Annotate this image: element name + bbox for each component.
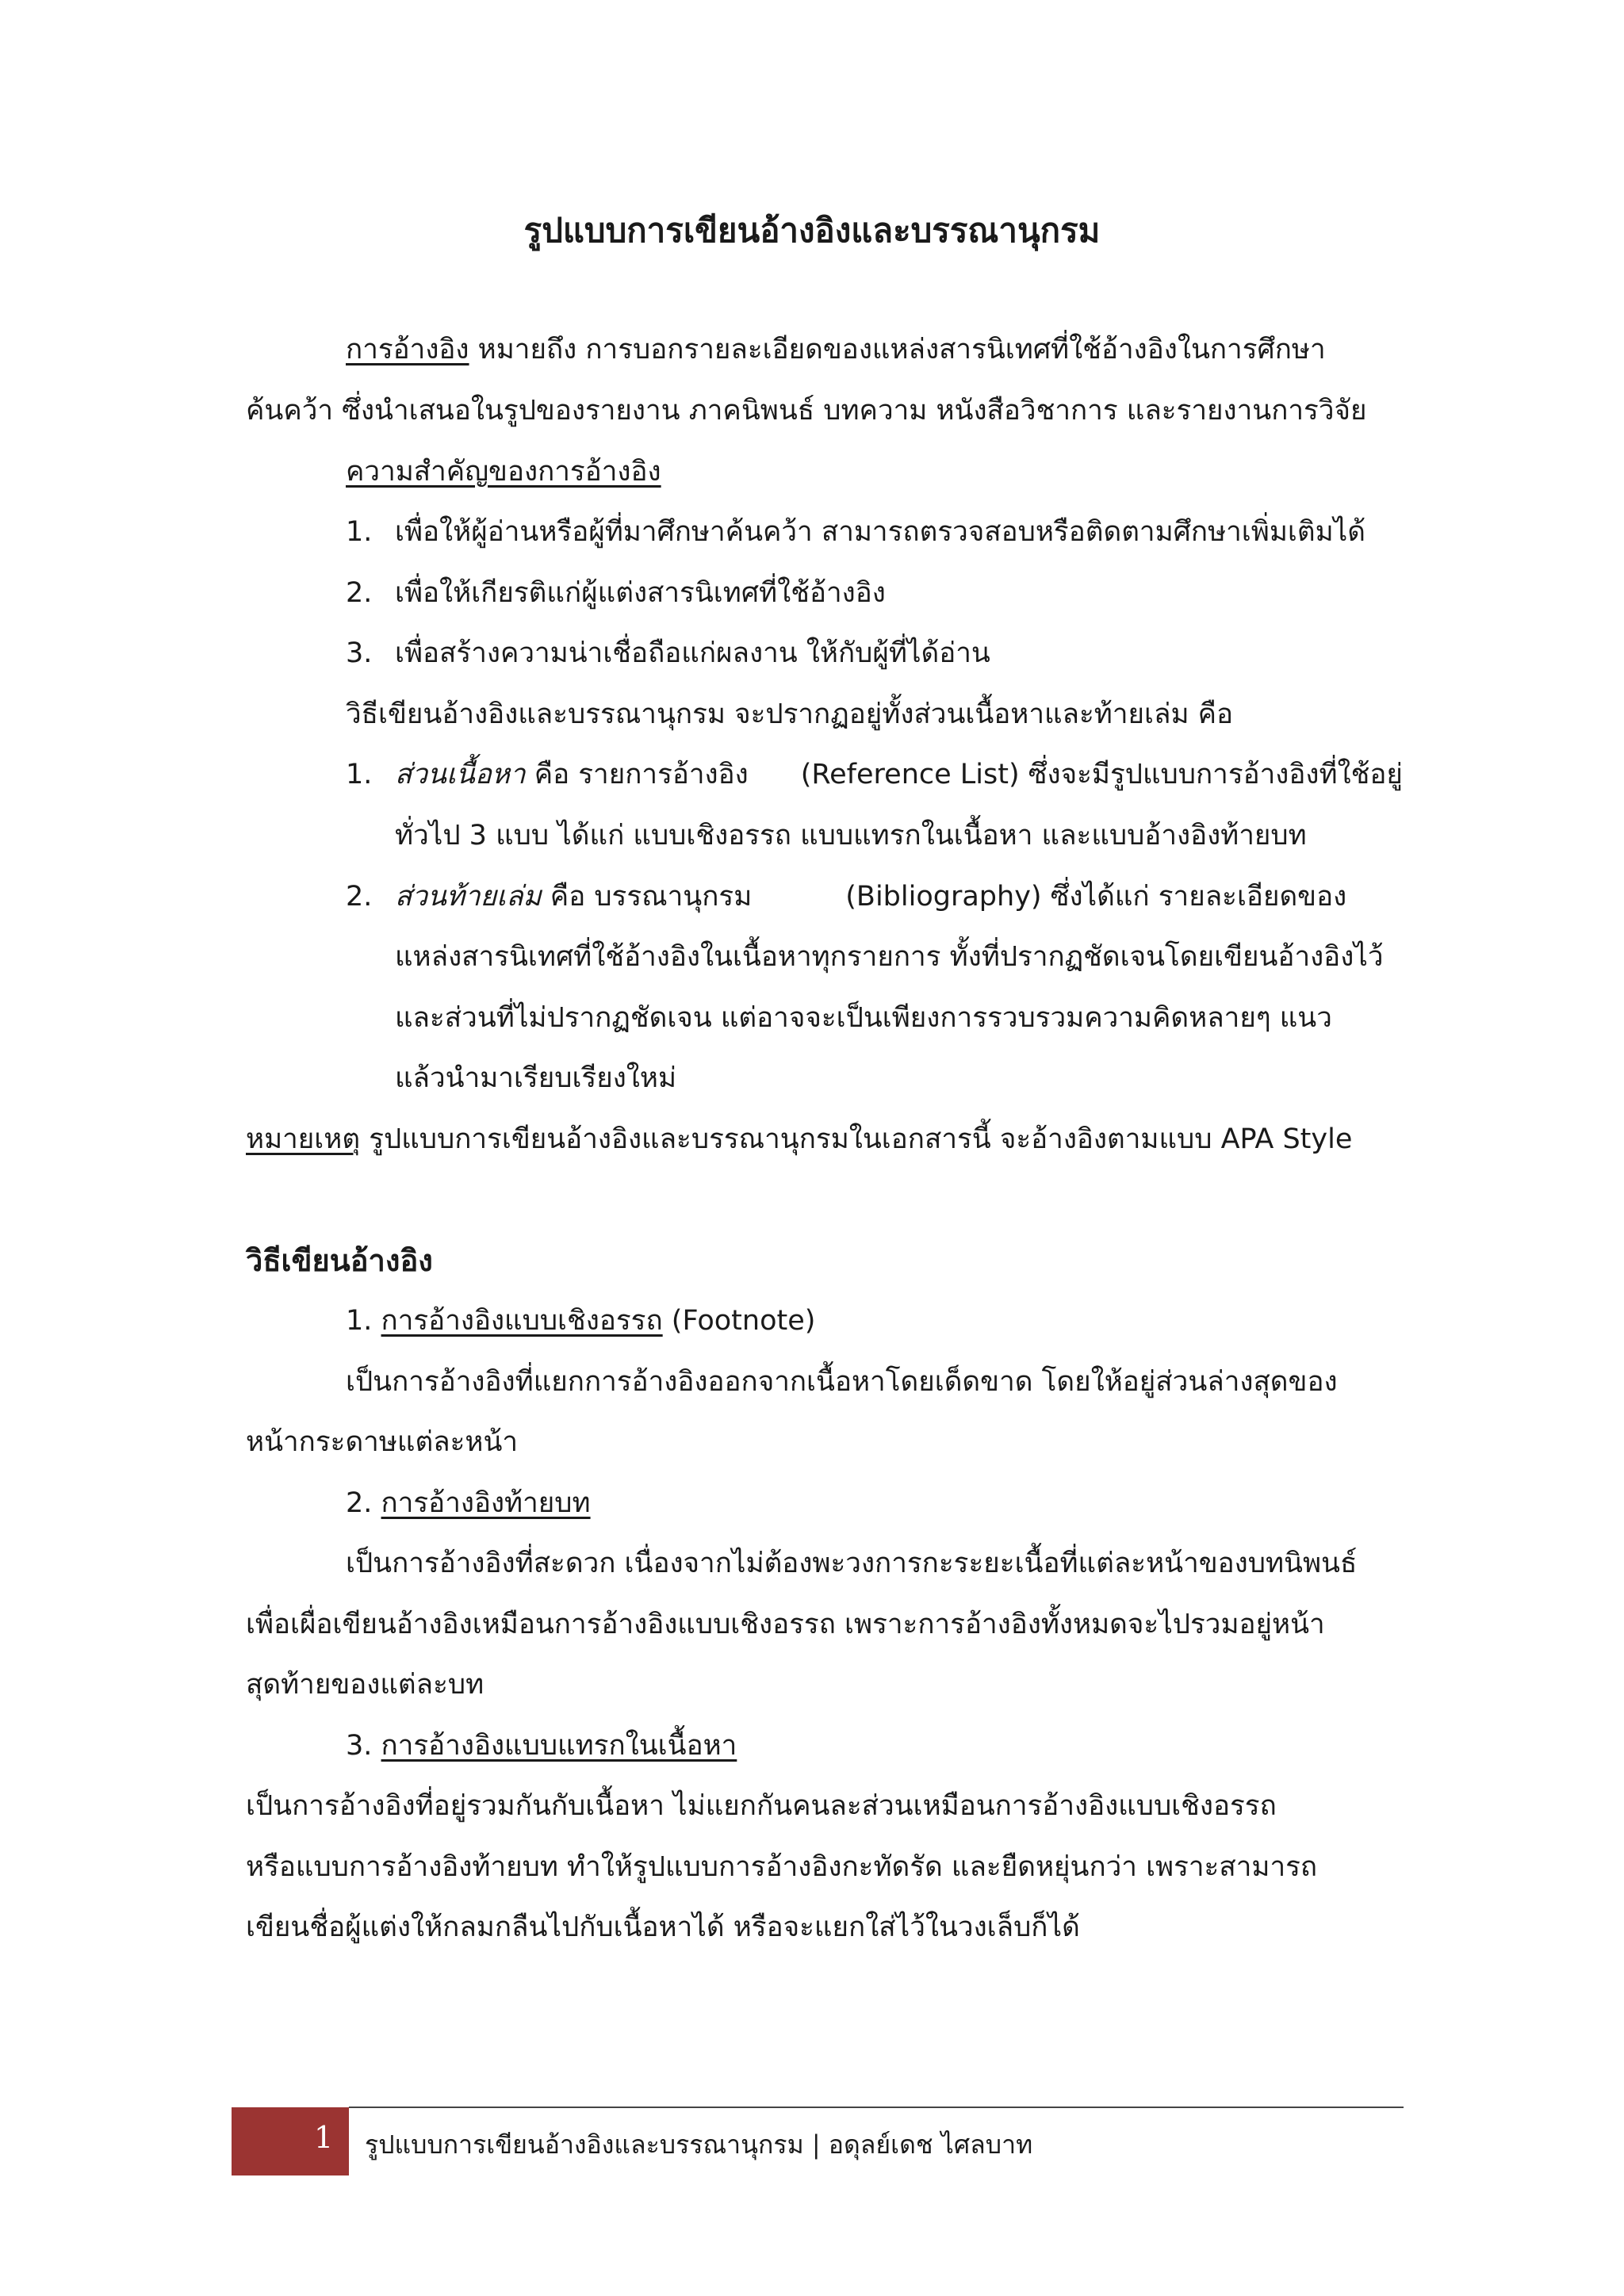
- section-item-suffix: (Footnote): [662, 1305, 816, 1337]
- list-number: 1.: [346, 1305, 381, 1337]
- footer-rule: [349, 2107, 1404, 2108]
- method-term: ส่วนเนื้อหา: [395, 759, 526, 790]
- note-line: [246, 1123, 1404, 1156]
- intro-line-1-text: หมายถึง การบอกรายละเอียดของแหล่งสารนิเทศที่ใช้อ้างอิงในการศึกษา: [469, 334, 1326, 365]
- list-number: 1.: [346, 759, 373, 790]
- list-number: 2.: [346, 1487, 381, 1519]
- page-number: 1: [314, 2120, 334, 2155]
- method-text-b: (Reference List) ซึ่งจะมีรูปแบบการอ้างอิงที่ใช้อยู่: [800, 759, 1403, 790]
- section-heading: วิธีเขียนอ้างอิง: [246, 1243, 433, 1278]
- list-item-text: เพื่อสร้างความน่าเชื่อถือแก่ผลงาน ให้กับผู้ที่ได้อ่าน: [395, 637, 990, 669]
- section-item-2-line: สุดท้ายของแต่ละบท: [246, 1669, 485, 1701]
- method-item-2-cont: และส่วนที่ไม่ปรากฏชัดเจน แต่อาจจะเป็นเพียงการรวบรวมความคิดหลายๆ แนว: [395, 1002, 1332, 1034]
- list-number: 2.: [346, 577, 373, 609]
- list-number: 1.: [346, 516, 373, 548]
- section-item-title: การอ้างอิงแบบแทรกในเนื้อหา: [381, 1730, 737, 1762]
- method-intro: วิธีเขียนอ้างอิงและบรรณานุกรม จะปรากฏอยู่ทั้งส่วนเนื้อหาและท้ายเล่ม คือ: [346, 698, 1234, 730]
- footer-text: รูปแบบการเขียนอ้างอิงและบรรณานุกรม | อดุลย์เดช ไศลบาท: [365, 2130, 1033, 2160]
- list-number: 2.: [346, 881, 373, 913]
- section-item-1-line: เป็นการอ้างอิงที่แยกการอ้างอิงออกจากเนื้อหาโดยเด็ดขาด โดยให้อยู่ส่วนล่างสุดของ: [346, 1366, 1338, 1398]
- method-text-b: (Bibliography) ซึ่งได้แก่ รายละเอียดของ: [845, 881, 1347, 913]
- section-item-title: การอ้างอิงแบบเชิงอรรถ: [381, 1305, 663, 1337]
- list-item-text: เพื่อให้เกียรติแก่ผู้แต่งสารนิเทศที่ใช้อ้างอิง: [395, 577, 886, 609]
- method-text-a: คือ บรรณานุกรม: [541, 881, 753, 913]
- section-item-1-line: หน้ากระดาษแต่ละหน้า: [246, 1426, 519, 1458]
- importance-item: [346, 515, 1503, 549]
- section-item-3-line: เขียนชื่อผู้แต่งให้กลมกลืนไปกับเนื้อหาได้ หรือจะแยกใส่ไว้ในวงเล็บก็ได้: [246, 1911, 1080, 1943]
- importance-item: [346, 576, 1503, 610]
- section-item-2-line: เป็นการอ้างอิงที่สะดวก เนื่องจากไม่ต้องพะวงการกะระยะเนื้อที่แต่ละหน้าของบทนิพนธ์: [346, 1548, 1358, 1579]
- importance-heading: ความสำคัญของการอ้างอิง: [346, 456, 661, 488]
- method-text-a: คือ รายการอ้างอิง: [525, 759, 749, 790]
- section-item-title: การอ้างอิงท้ายบท: [381, 1487, 591, 1519]
- section-item-2-line: เพื่อเผื่อเขียนอ้างอิงเหมือนการอ้างอิงแบบเชิงอรรถ เพราะการอ้างอิงทั้งหมดจะไปรวมอยู่หน้า: [246, 1609, 1325, 1640]
- method-item-2: [346, 880, 1503, 913]
- method-item-2-cont: แล้วนำมาเรียบเรียงใหม่: [395, 1062, 677, 1094]
- list-item-text: เพื่อให้ผู้อ่านหรือผู้ที่มาศึกษาค้นคว้า สามารถตรวจสอบหรือติดตามศึกษาเพิ่มเติมได้: [395, 516, 1365, 548]
- section-item-1-title: [346, 1304, 1503, 1337]
- importance-item: [346, 637, 1503, 670]
- note-label: หมายเหตุ: [246, 1123, 361, 1155]
- list-number: 3.: [346, 1730, 381, 1762]
- section-item-3-line: หรือแบบการอ้างอิงท้ายบท ทำให้รูปแบบการอ้างอิงกะทัดรัด และยืดหยุ่นกว่า เพราะสามารถ: [246, 1851, 1318, 1883]
- intro-line-2: ค้นคว้า ซึ่งนำเสนอในรูปของรายงาน ภาคนิพนธ์ บทความ หนังสือวิชาการ และรายงานการวิจัย: [246, 395, 1367, 427]
- section-item-3-title: [346, 1729, 1503, 1762]
- intro-line-1: [346, 333, 1503, 366]
- method-item-2-cont: แหล่งสารนิเทศที่ใช้อ้างอิงในเนื้อหาทุกรายการ ทั้งที่ปรากฏชัดเจนโดยเขียนอ้างอิงไว้: [395, 941, 1384, 973]
- intro-term: การอ้างอิง: [346, 334, 469, 365]
- note-text: รูปแบบการเขียนอ้างอิงและบรรณานุกรมในเอกสารนี้ จะอ้างอิงตามแบบ APA Style: [360, 1123, 1353, 1155]
- page-title: รูปแบบการเขียนอ้างอิงและบรรณานุกรม: [523, 211, 1101, 250]
- method-item-1: [346, 758, 1503, 791]
- section-item-2-title: [346, 1487, 1503, 1520]
- section-item-3-line: เป็นการอ้างอิงที่อยู่รวมกันกับเนื้อหา ไม่แยกกันคนละส่วนเหมือนการอ้างอิงแบบเชิงอรรถ: [246, 1790, 1277, 1822]
- method-term: ส่วนท้ายเล่ม: [395, 881, 542, 913]
- list-number: 3.: [346, 637, 373, 669]
- method-item-1-cont: ทั่วไป 3 แบบ ได้แก่ แบบเชิงอรรถ แบบแทรกในเนื้อหา และแบบอ้างอิงท้ายบท: [395, 820, 1307, 851]
